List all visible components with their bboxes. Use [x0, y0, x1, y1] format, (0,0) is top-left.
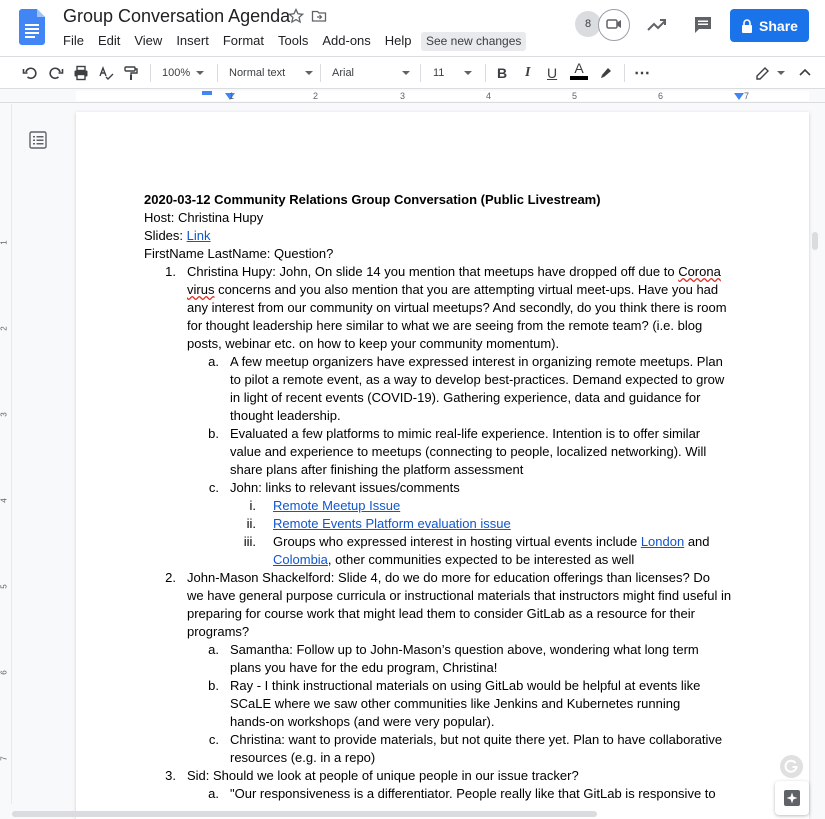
print-icon	[73, 65, 89, 81]
ruler-number: 6	[658, 91, 664, 101]
menu-view[interactable]: View	[134, 33, 163, 48]
chevron-up-icon	[797, 65, 813, 81]
chevron-down-icon	[464, 71, 472, 75]
docs-logo-icon[interactable]	[19, 9, 45, 45]
text-line: to pilot a remote event, as a way to develop best-practices. Demand expected to grow	[230, 372, 725, 387]
font-size-select[interactable]	[433, 63, 472, 83]
text-line: programs?	[187, 624, 250, 639]
text-line	[273, 515, 744, 533]
ruler-number: 1	[0, 240, 9, 245]
text-line: Sid: Should we look at people of unique people in our issue tracker?	[187, 768, 579, 783]
toolbar	[0, 56, 825, 89]
document-page[interactable]	[76, 112, 809, 819]
text-line: resources (e.g. in a repo)	[230, 750, 376, 765]
text-line	[187, 263, 744, 281]
move-folder-icon[interactable]	[311, 8, 327, 24]
menu-edit[interactable]: Edit	[97, 33, 121, 48]
text-line: Ray - I think instructional materials on using GitLab would be helpful at events like	[230, 678, 701, 693]
font-value: Arial	[332, 67, 355, 79]
list-item	[144, 731, 744, 767]
right-indent-marker[interactable]	[734, 93, 744, 100]
text-line: posts, webinar etc. on how to keep your community momentum).	[187, 336, 560, 351]
list-item	[144, 425, 744, 479]
list-item	[144, 533, 744, 569]
text-line: John: links to relevant issues/comments	[230, 480, 460, 495]
ruler-number: 1	[229, 91, 235, 101]
list-marker: 1.	[165, 264, 176, 279]
ruler-number: 4	[486, 91, 492, 101]
viewer-count-avatar[interactable]: 8	[575, 11, 601, 37]
text-line: hands-on workshops (and were very popular).	[230, 714, 495, 729]
list-item	[144, 353, 744, 425]
list-marker: b.	[208, 426, 219, 441]
grammarly-icon[interactable]	[780, 755, 803, 778]
list-marker: c.	[208, 732, 219, 747]
list-item	[144, 515, 744, 533]
text-color-letter: A	[574, 60, 584, 76]
text-line: thought leadership.	[230, 408, 341, 423]
redo-button[interactable]	[48, 63, 64, 83]
underline-button[interactable]: U	[547, 65, 558, 81]
list-marker: 2.	[165, 570, 176, 585]
header	[0, 0, 825, 56]
vertical-scrollbar[interactable]	[812, 232, 818, 250]
ruler-number: 7	[744, 91, 750, 101]
text-span: Groups who expressed interest in hosting virtual events include	[273, 534, 641, 549]
toolbar-divider	[217, 64, 218, 82]
share-label: Share	[759, 17, 798, 34]
slides-line	[144, 227, 744, 245]
lock-icon	[741, 19, 753, 33]
list-item	[144, 677, 744, 731]
list-marker: ii.	[246, 516, 256, 531]
chevron-down-icon	[402, 71, 410, 75]
ruler-number: 4	[0, 498, 9, 503]
document-outline-icon[interactable]	[28, 130, 48, 150]
spellcheck-button[interactable]	[98, 63, 114, 83]
list-marker: i.	[249, 498, 256, 513]
undo-button[interactable]	[22, 63, 38, 83]
menu-help[interactable]: Help	[384, 33, 412, 48]
explore-button[interactable]	[775, 781, 809, 815]
toolbar-divider	[150, 64, 151, 82]
horizontal-ruler[interactable]	[0, 89, 825, 103]
text-span: concerns and you also mention that you are attempting virtual meet-ups. Have you had	[218, 282, 719, 297]
meet-icon	[599, 10, 628, 39]
slides-link[interactable]: Link	[186, 228, 211, 243]
colombia-link[interactable]: Colombia	[273, 552, 328, 567]
document-title[interactable]: Group Conversation Agenda	[63, 6, 291, 26]
grammarly-g-icon	[780, 755, 803, 778]
zoom-value: 100%	[162, 67, 191, 79]
list-marker: c.	[208, 480, 219, 495]
ruler-number: 7	[0, 756, 9, 761]
text-line: any interest from our community on virtual meetups? And secondly, do you think there is room	[187, 300, 727, 315]
explore-icon	[783, 789, 801, 807]
toolbar-divider	[624, 64, 625, 82]
print-button[interactable]	[73, 63, 89, 83]
font-select[interactable]	[332, 63, 410, 83]
format-line: FirstName LastName: Question?	[144, 246, 334, 261]
more-options-button[interactable]: ⋯	[634, 65, 650, 82]
italic-button[interactable]: I	[525, 65, 531, 80]
paragraph-style-select[interactable]	[229, 63, 313, 83]
vertical-ruler[interactable]	[0, 104, 12, 804]
platform-evaluation-issue-link[interactable]: Remote Events Platform evaluation issue	[273, 516, 511, 531]
see-new-changes-button[interactable]: See new changes	[421, 32, 526, 51]
horizontal-scrollbar[interactable]	[12, 811, 597, 817]
text-line: we have general purpose curricula or instructional materials that instructors might find useful in	[187, 588, 732, 603]
remote-meetup-issue-link[interactable]: Remote Meetup Issue	[273, 498, 401, 513]
style-value: Normal text	[229, 67, 286, 79]
undo-icon	[22, 65, 38, 81]
text-line: Evaluated a few platforms to mimic real-life experience. Intention is to offer similar	[230, 426, 701, 441]
list-marker: 3.	[165, 768, 176, 783]
text-line: A few meetup organizers have expressed interest in organizing remote meetups. Plan	[230, 354, 723, 369]
menu-addons[interactable]: Add-ons	[322, 33, 371, 48]
ruler-number: 6	[0, 670, 9, 675]
text-color-button[interactable]	[570, 61, 588, 81]
list-marker: iii.	[243, 534, 256, 549]
text-line	[273, 551, 744, 569]
ruler-number: 3	[0, 412, 9, 417]
text-line: for thought leadership here similar to what we are seeing from the remote team? (i.e. blog	[187, 318, 703, 333]
document-body[interactable]	[144, 191, 744, 803]
list-item	[144, 479, 744, 497]
list-item	[144, 263, 744, 353]
ruler-number: 2	[0, 326, 9, 331]
activity-dashboard-icon[interactable]	[646, 14, 668, 36]
menu-format[interactable]: Format	[222, 33, 264, 48]
list-item	[144, 497, 744, 515]
list-item	[144, 767, 744, 785]
text-line: Christina: want to provide materials, but not quite there yet. Plan to have collaborative	[230, 732, 723, 747]
misspelled-word[interactable]: virus	[187, 282, 215, 297]
pencil-icon	[755, 65, 771, 81]
text-line: "Our responsiveness is a differentiator. People really like that GitLab is responsive to	[230, 786, 716, 801]
redo-icon	[48, 65, 64, 81]
list-item	[144, 785, 744, 803]
chevron-down-icon	[777, 71, 785, 75]
list-marker: a.	[208, 786, 219, 801]
list-item	[144, 569, 744, 641]
bold-button[interactable]: B	[497, 65, 508, 81]
text-span: , other communities expected to be interested as well	[327, 552, 635, 567]
share-button[interactable]	[730, 9, 809, 42]
list-marker: a.	[208, 354, 219, 369]
text-line	[187, 281, 744, 299]
ruler-number: 2	[313, 91, 319, 101]
menu-tools[interactable]: Tools	[278, 33, 309, 48]
text-line: preparing for course work that might lead them to consider GitLab as a resource for their	[187, 606, 695, 621]
paint-format-button[interactable]	[123, 63, 139, 83]
misspelled-word[interactable]: Corona	[678, 264, 721, 279]
ruler-number: 5	[572, 91, 578, 101]
text-line: Samantha: Follow up to John-Mason’s question above, wondering what long term	[230, 642, 699, 657]
first-line-indent-marker[interactable]	[202, 91, 212, 95]
menu-insert[interactable]: Insert	[176, 33, 209, 48]
zoom-select[interactable]	[162, 63, 204, 83]
ruler-page-area	[76, 91, 809, 101]
toolbar-divider	[320, 64, 321, 82]
text-line: share plans after finishing the platform assessment	[230, 462, 524, 477]
chevron-down-icon	[305, 71, 313, 75]
comments-icon[interactable]	[692, 14, 714, 36]
toolbar-divider	[420, 64, 421, 82]
text-color-swatch	[570, 76, 588, 80]
editing-mode-button[interactable]	[755, 63, 785, 83]
text-span: and	[684, 534, 710, 549]
menu-bar	[63, 32, 426, 50]
host-line: Host: Christina Hupy	[144, 210, 264, 225]
ruler-number: 5	[0, 584, 9, 589]
hide-menus-button[interactable]	[797, 63, 813, 83]
star-icon[interactable]	[288, 8, 304, 24]
ruler-number: 3	[400, 91, 406, 101]
text-line: plans you have for the edu program, Christina!	[230, 660, 498, 675]
highlighter-icon	[598, 65, 614, 81]
spellcheck-icon	[98, 65, 114, 81]
text-span: Christina Hupy: John, On slide 14 you mention that meetups have dropped off due to	[187, 264, 679, 279]
london-link[interactable]: London	[640, 534, 685, 549]
menu-file[interactable]: File	[63, 33, 84, 48]
font-size-value: 11	[433, 67, 445, 79]
paint-format-icon	[123, 65, 139, 81]
list-marker: b.	[208, 678, 219, 693]
chevron-down-icon	[196, 71, 204, 75]
text-line: in light of recent events (COVID-19). Gathering experience, data and guidance for	[230, 390, 701, 405]
text-line	[273, 497, 744, 515]
list-marker: a.	[208, 642, 219, 657]
present-to-meeting-button[interactable]	[598, 9, 630, 41]
highlight-color-button[interactable]	[598, 63, 614, 83]
list-item	[144, 641, 744, 677]
text-line	[273, 533, 744, 551]
text-line: John-Mason Shackelford: Slide 4, do we do more for education offerings than licenses? Do	[187, 570, 710, 585]
text-line: SCaLE where we saw other communities like Jenkins and Kubernetes running	[230, 696, 681, 711]
toolbar-divider	[485, 64, 486, 82]
slides-label: Slides:	[144, 228, 187, 243]
document-heading: 2020-03-12 Community Relations Group Conversation (Public Livestream)	[144, 192, 601, 207]
text-line: value and experience to meetups (connecting to people, localized networking). Will	[230, 444, 707, 459]
